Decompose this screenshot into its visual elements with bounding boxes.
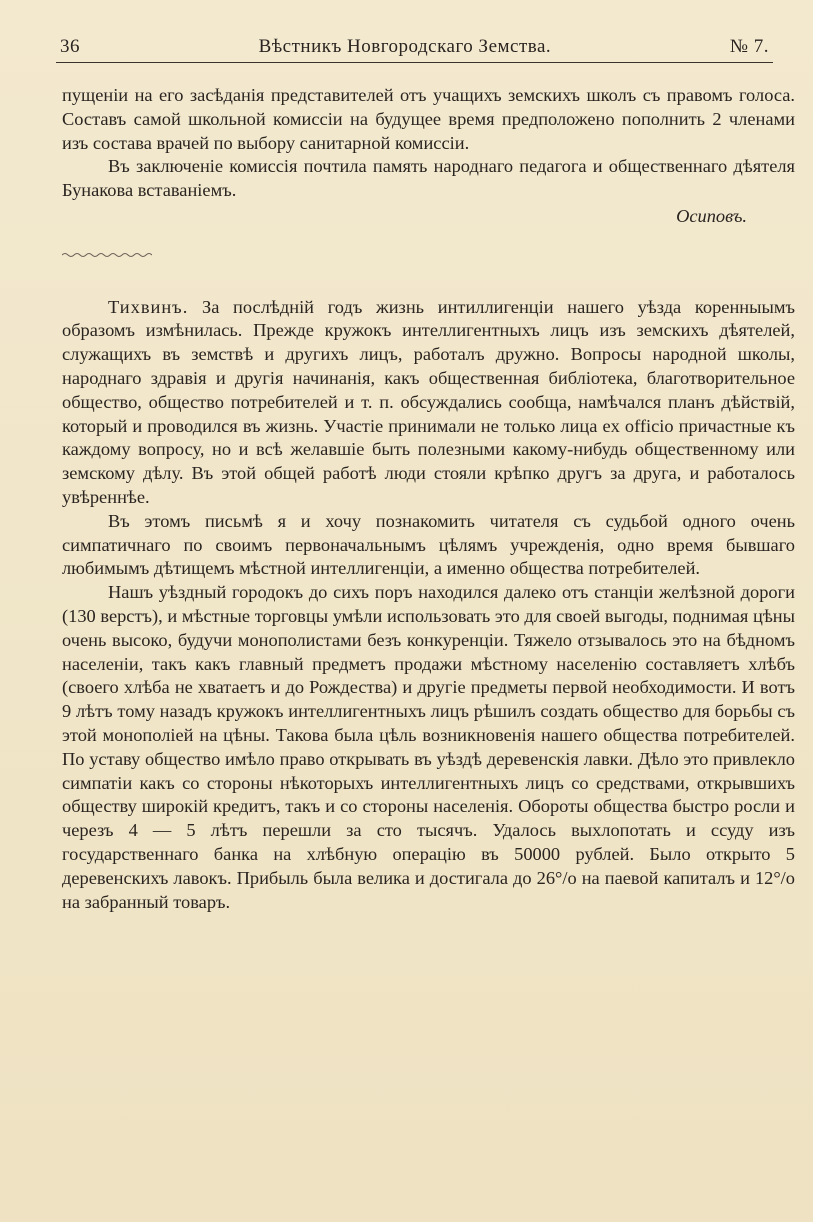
header-rule — [56, 62, 773, 63]
paragraph-text: За послѣдній годъ жизнь интиллигенціи нашего уѣзда коренныымъ образомъ измѣнилась. Прежде кружокъ интеллигентныхъ лицъ изъ земскихъ дѣятелей, служащихъ въ земствѣ и другихъ лицъ, работалъ дружно. Вопросы народной школы, народнаго здравія и другія начинанія, какъ общественная библіотека, благотворительное общество, общество потребителей и т. п. обсуждались сообща, намѣчался планъ дѣйствій, который и проводился въ жизнь. Участіе принимали не только лица ex officio причастные къ каждому вопросу, но и всѣ желавшіе быть полезными какому-нибудь общественному или земскому дѣлу. Въ этой общей работѣ люди стояли крѣпко другъ за друга, и работалось увѣреннѣе. — [62, 296, 795, 507]
paragraph: Нашъ уѣздный городокъ до сихъ поръ находился далеко отъ станціи желѣзной дороги (130 верстъ), и мѣстные торговцы умѣли использовать это для своей выгоды, поднимая цѣны очень высоко, будучи монополистами безъ конкуренціи. Тяжело отзывалось это на бѣдномъ населеніи, такъ какъ главный предметъ продажи мѣстному населенію составляетъ хлѣбъ (своего хлѣба не хватаетъ и до Рождества) и другіе предметы первой необходимости. И вотъ 9 лѣтъ тому назадъ кружокъ интеллигентныхъ лицъ рѣшилъ создать общество для борьбы съ этой монополіей на цѣны. Такова была цѣль возникновенія нашего общества потребителей. По уставу общество имѣло право открывать въ уѣздѣ деревенскія лавки. Дѣло это привлекло симпатіи какъ со стороны нѣкоторыхъ интеллигентныхъ лицъ со средствами, открывшихъ обществу широкій кредитъ, такъ и со стороны населенія. Обороты общества быстро росли и черезъ 4 — 5 лѣтъ перешли за сто тысячъ. Удалось выхлопотать и ссуду изъ государственнаго банка на хлѣбную операцію въ 50000 рублей. Было открыто 5 деревенскихъ лавокъ. Прибыль была велика и достигала до 26°/о на паевой капиталъ и 12°/о на забранный товаръ. — [62, 582, 795, 912]
wavy-divider-icon — [62, 251, 152, 259]
signature: Осиповъ. — [676, 205, 747, 226]
page-body — [62, 84, 795, 914]
paragraph — [62, 296, 795, 510]
paragraph: пущеніи на его засѣданія представителей отъ учащихъ земскихъ школъ съ правомъ голоса. Составъ самой школьной комиссіи на будущее время предположено пополнить 2 членами изъ состава врачей по выбору санитарной комиссіи. — [62, 85, 795, 153]
journal-title: Вѣстникъ Новгородскаго Земства. — [258, 36, 552, 57]
issue-number: № 7. — [729, 36, 769, 57]
paragraph: Въ этомъ письмѣ я и хочу познакомить читателя съ судьбой одного очень симпатичнаго по своимъ первоначальнымъ цѣлямъ учрежденія, одно время бывшаго любимымъ дѣтищемъ мѣстной интеллигенціи, а именно общества потребителей. — [62, 510, 795, 579]
paragraph: Въ заключеніе комиссія почтила память народнаго педагога и общественнаго дѣятеля Бунакова вставаніемъ. — [62, 156, 795, 201]
running-header — [60, 28, 769, 58]
place-name: Тихвинъ. — [108, 296, 189, 317]
page-number: 36 — [60, 36, 80, 57]
